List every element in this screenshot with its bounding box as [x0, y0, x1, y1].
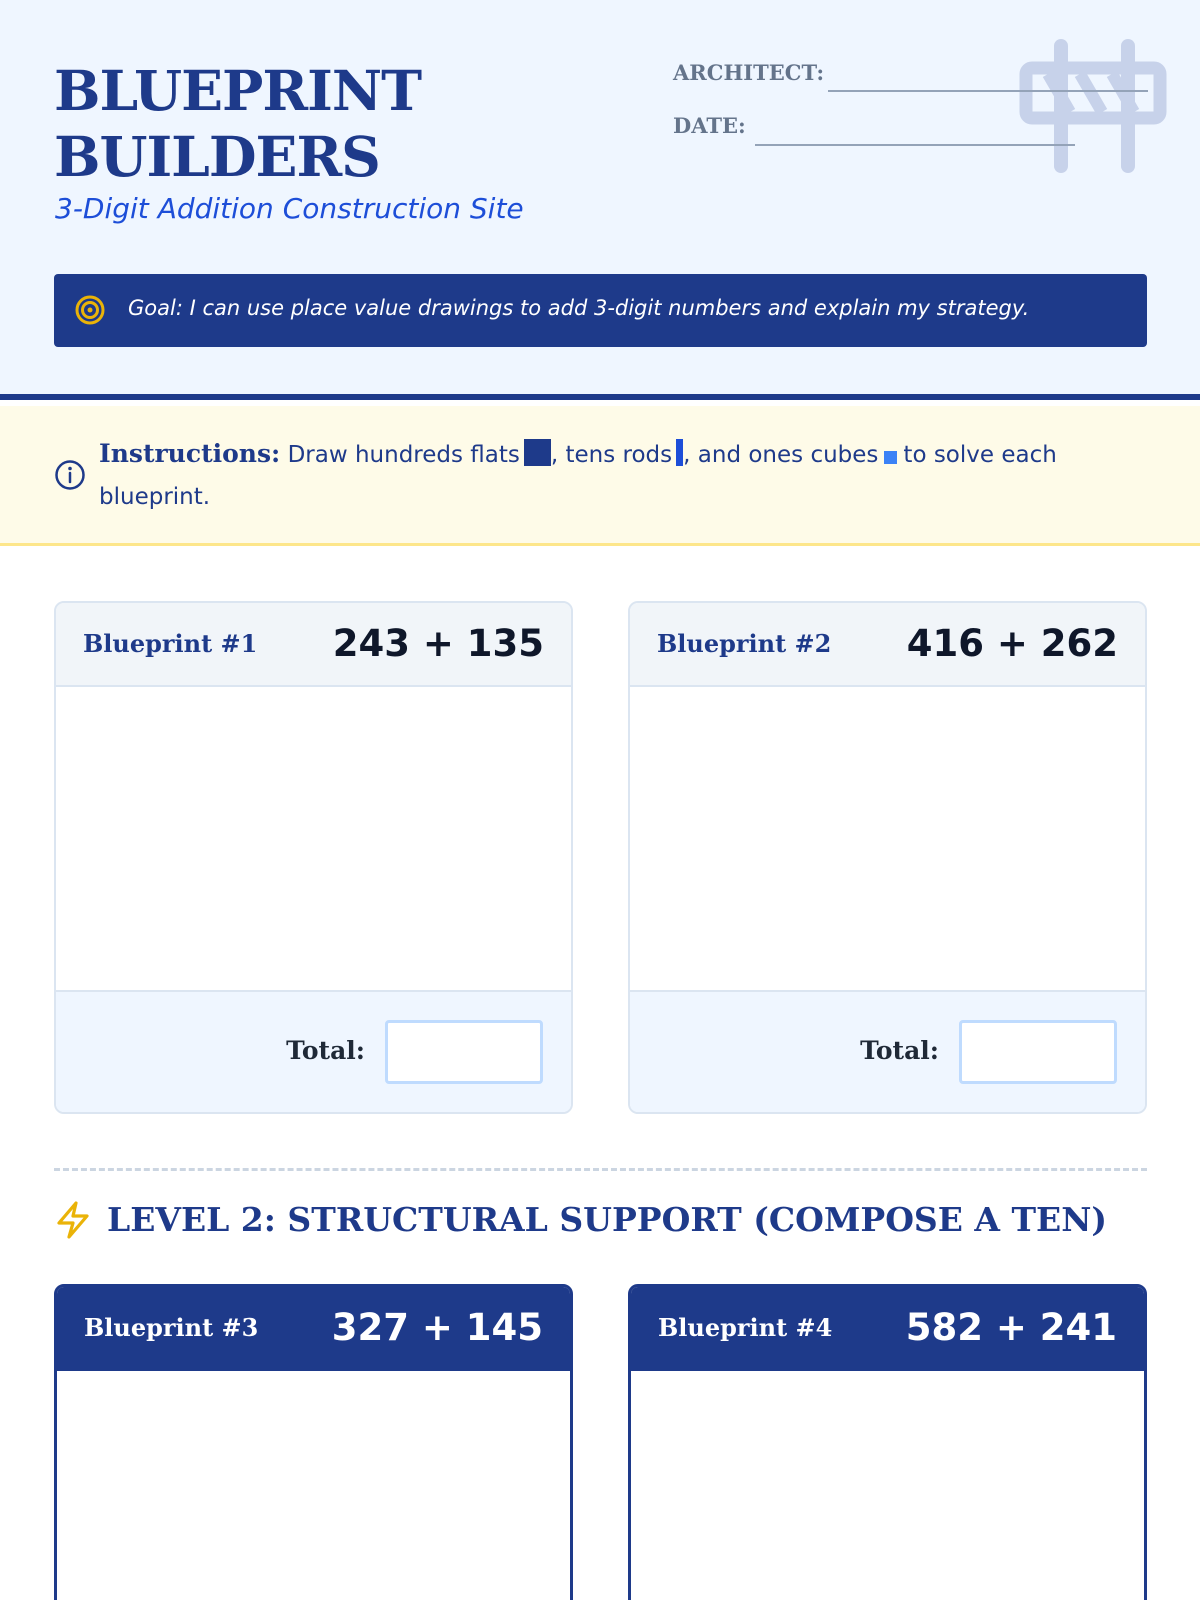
- blueprint-label: Blueprint #3: [84, 1313, 259, 1342]
- title-line-2: BUILDERS: [54, 124, 380, 189]
- blueprint-card: [628, 601, 1147, 1114]
- blueprint-equation: 582 + 241: [905, 1306, 1117, 1349]
- ones-cube-swatch: [884, 451, 897, 464]
- worksheet-header: [0, 0, 1200, 400]
- drawing-area[interactable]: [57, 1371, 570, 1600]
- blueprint-label: Blueprint #2: [657, 629, 832, 658]
- blueprint-card: [628, 1284, 1147, 1600]
- blueprint-header: [630, 603, 1145, 687]
- total-label: Total:: [860, 1036, 939, 1065]
- title-line-1: BLUEPRINT: [54, 58, 422, 123]
- instructions-text: [99, 433, 1099, 518]
- level-2-title: LEVEL 2: STRUCTURAL SUPPORT (COMPOSE A TEN): [107, 1200, 1107, 1239]
- total-label: Total:: [286, 1036, 365, 1065]
- blueprint-card: [54, 1284, 573, 1600]
- hundreds-flat-swatch: [524, 439, 551, 466]
- total-answer-box[interactable]: [959, 1020, 1117, 1084]
- blueprint-card: [54, 601, 573, 1114]
- instructions-label: Instructions:: [99, 439, 281, 468]
- blueprint-header: [56, 603, 571, 687]
- blueprint-footer: [630, 990, 1145, 1114]
- instructions-part-1: Draw hundreds flats: [280, 442, 520, 468]
- blueprint-equation: 327 + 145: [331, 1306, 543, 1349]
- construction-barrier-icon: [1018, 38, 1168, 174]
- date-line[interactable]: [755, 144, 1075, 146]
- date-label: DATE:: [673, 113, 746, 138]
- goal-text: Goal: I can use place value drawings to add 3-digit numbers and explain my strategy.: [128, 296, 1030, 320]
- worksheet-title: [54, 58, 421, 190]
- architect-line[interactable]: [828, 90, 1148, 92]
- blueprint-header: [631, 1287, 1144, 1371]
- instructions-part-4: to solve each blueprint.: [99, 442, 1057, 510]
- goal-banner: [54, 274, 1147, 347]
- drawing-area[interactable]: [631, 1371, 1144, 1600]
- architect-label: ARCHITECT:: [673, 60, 825, 85]
- drawing-area[interactable]: [630, 687, 1145, 990]
- total-answer-box[interactable]: [385, 1020, 543, 1084]
- blueprint-label: Blueprint #1: [83, 629, 258, 658]
- worksheet-subtitle: 3-Digit Addition Construction Site: [55, 192, 524, 225]
- blueprint-header: [57, 1287, 570, 1371]
- blueprint-equation: 243 + 135: [332, 622, 544, 665]
- drawing-area[interactable]: [56, 687, 571, 990]
- target-icon: [74, 294, 106, 326]
- blueprint-equation: 416 + 262: [906, 622, 1118, 665]
- instructions-part-2: , tens rods: [550, 442, 673, 468]
- lightning-icon: [54, 1200, 92, 1240]
- instructions-part-3: , and ones cubes: [683, 442, 879, 468]
- blueprint-footer: [56, 990, 571, 1114]
- info-icon: [54, 459, 86, 491]
- section-divider: [54, 1168, 1147, 1171]
- blueprint-label: Blueprint #4: [658, 1313, 833, 1342]
